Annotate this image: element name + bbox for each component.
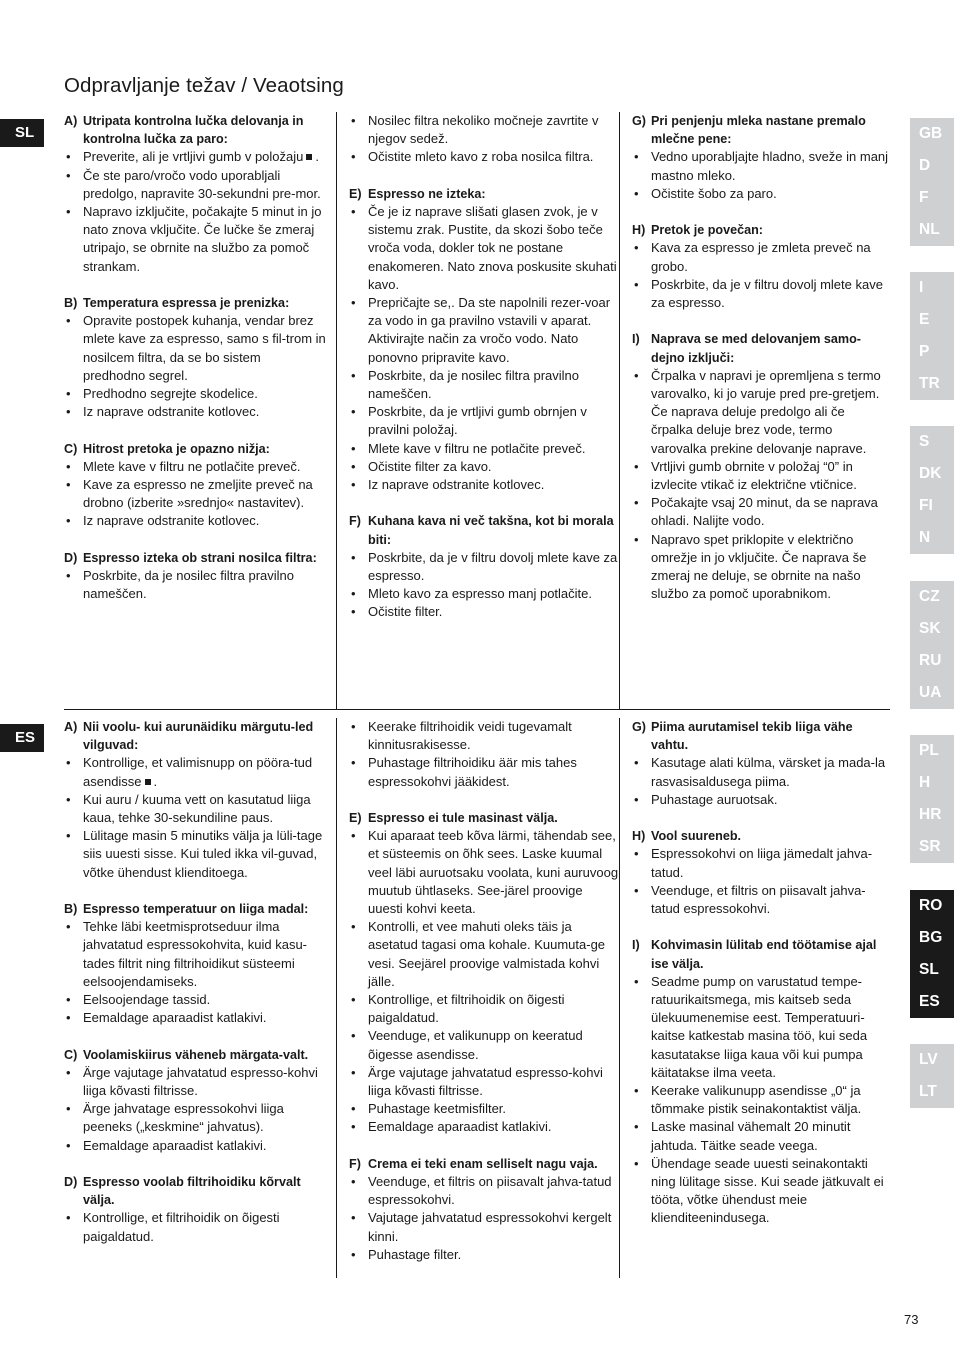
- solution-list: [64, 754, 326, 881]
- problem-key: F): [349, 514, 361, 529]
- problem-key: H): [632, 223, 646, 238]
- solution-text: Kui auru / kuuma vett on kasutatud liiga kaua, tehke 30-sekundiline paus.: [83, 791, 311, 826]
- solution-item: [64, 512, 326, 530]
- solution-text: Kasutage alati külma, värsket ja mada-la rasvasisaldusega piima.: [651, 755, 886, 789]
- solution-item: [64, 791, 326, 827]
- solution-item: [632, 185, 890, 203]
- troubleshooting-block: [349, 512, 619, 621]
- language-tab-h[interactable]: H: [919, 774, 931, 791]
- solution-text: Laske masinal vähemalt 20 minutit jahtuda. Täitke seade veega.: [651, 1119, 851, 1153]
- troubleshooting-block: [632, 221, 890, 312]
- solution-text: Poskrbite, da je nosilec filtra pravilno nameščen.: [368, 367, 579, 402]
- problem-key: D): [64, 550, 78, 565]
- problem-heading: [64, 1046, 326, 1064]
- language-tab-sk[interactable]: SK: [919, 620, 941, 637]
- language-tab-f[interactable]: F: [919, 189, 929, 206]
- solution-item: [349, 1246, 619, 1264]
- solution-text: Kontrolli, et vee mahuti oleks täis ja asetatud tagasi oma kohale. Kuumuta-ge vesi. Seejärel proovige valmistada kohvi jälle.: [368, 919, 606, 989]
- solution-item: [349, 148, 619, 166]
- problem-title: Nii voolu- kui aurunäidiku märgutu-led vilguvad:: [83, 720, 314, 753]
- solution-item: [349, 918, 619, 991]
- solution-text: Keerake filtrihoidik veidi tugevamalt kinnitusrakisesse.: [368, 719, 572, 753]
- solution-list: [349, 718, 619, 791]
- solution-text: Kave za espresso ne zmeljite preveč na drobno (izberite »srednjo« nastavitev).: [83, 477, 313, 511]
- column-3: [619, 112, 890, 709]
- solution-item: [349, 549, 619, 585]
- problem-key: A): [64, 720, 78, 734]
- solution-item: [349, 203, 619, 294]
- solution-item: [349, 1173, 619, 1209]
- language-tab-fi[interactable]: FI: [919, 497, 933, 514]
- language-tab-e[interactable]: E: [919, 311, 930, 328]
- troubleshooting-block: [632, 718, 890, 809]
- solution-text: Iz naprave odstranite kotlovec.: [368, 477, 545, 493]
- solution-list: [349, 827, 619, 1136]
- troubleshooting-block: [632, 330, 890, 603]
- solution-item: [349, 476, 619, 494]
- troubleshooting-block: [632, 936, 890, 1227]
- language-tab-sr[interactable]: SR: [919, 838, 941, 855]
- solution-text: Ärge jahvatage espressokohvi liiga peeneks („keskmine“ jahvatus).: [83, 1101, 284, 1135]
- solution-item: [632, 494, 890, 530]
- solution-text: Puhastage filtrihoidiku äär mis tahes espressokohvi jääkidest.: [368, 755, 577, 789]
- problem-key: B): [64, 296, 78, 311]
- solution-item: [64, 458, 326, 476]
- language-tab-pl[interactable]: PL: [919, 742, 939, 759]
- problem-title: Crema ei teki enam selliselt nagu vaja.: [368, 1156, 598, 1171]
- solution-item: [349, 603, 619, 621]
- problem-title: Pretok je povečan:: [651, 223, 763, 238]
- solution-text: Ärge vajutage jahvatatud espresso-kohvi liiga kõvasti filtrisse.: [83, 1064, 318, 1099]
- problem-key: E): [349, 186, 362, 201]
- troubleshooting-block: [632, 827, 890, 918]
- solution-text: Veenduge, et filtris on piisavalt jahva-tatud espressokohvi.: [368, 1174, 612, 1208]
- solution-item: [632, 367, 890, 458]
- problem-title: Naprava se med delovanjem samo-dejno izključi:: [651, 332, 861, 365]
- problem-title: Espresso ei tule masinast välja.: [368, 811, 558, 825]
- solution-text: Če ste paro/vročo vodo uporabljali predolgo, napravite 30-sekundni pre-mor.: [83, 167, 321, 201]
- problem-heading: [632, 330, 890, 366]
- solution-list: [632, 973, 890, 1228]
- solution-text: Poskrbite, da je v filtru dovolj mlete kave za espresso.: [651, 276, 883, 311]
- solution-item: [349, 1209, 619, 1245]
- troubleshooting-block: [349, 112, 619, 167]
- solution-list: [64, 458, 326, 531]
- solution-item: [349, 458, 619, 476]
- solution-item: [64, 167, 326, 203]
- solution-text: Kontrollige, et filtrihoidik on õigesti paigaldatud.: [368, 992, 565, 1026]
- solution-item: [632, 1082, 890, 1118]
- solution-text: Vrtljivi gumb obrnite v položaj “0” in izvlecite vtikač iz električne vtičnice.: [651, 458, 857, 493]
- language-tab-lv[interactable]: LV: [919, 1051, 938, 1068]
- language-sidebar-group-1: [910, 118, 954, 246]
- solution-text: Ühendage seade uuesti seinakontakti ning lülitage sisse. Kui seade jätkuvalt ei tööta, võtke ühendust meie klienditeenindusega.: [651, 1155, 884, 1226]
- solution-list: [64, 148, 326, 275]
- problem-title: Kohvimasin lülitab end töötamise ajal ise välja.: [651, 938, 877, 971]
- page-title: Odpravljanje težav / Veaotsing: [64, 74, 344, 97]
- solution-text: Napravo izključite, počakajte 5 minut in jo nato znova vključite. Če lučke še zmeraj utripajo, se obrnite na službo za pomoč strankam.: [83, 204, 322, 274]
- solution-item: [349, 1100, 619, 1118]
- language-sidebar-group-5: [910, 735, 954, 863]
- solution-item: [64, 312, 326, 385]
- solution-item: [64, 476, 326, 512]
- solution-item: [632, 882, 890, 918]
- solution-text: Prepričajte se,. Da ste napolnili rezer-voar za vodo in ga pravilno vstavili v aparat. Aktivirajte način za vročo vodo. Nato ponovno pripravite kavo.: [368, 295, 611, 365]
- solution-item: [64, 1064, 326, 1100]
- problem-title: Pri penjenju mleka nastane premalo mlečne pene:: [651, 114, 866, 147]
- solution-text: Preverite, ali je vrtljivi gumb v položaju: [83, 149, 304, 165]
- problem-heading: [64, 294, 326, 312]
- solution-text: Puhastage filter.: [368, 1246, 462, 1262]
- solution-list: [632, 754, 890, 809]
- solution-list: [632, 845, 890, 918]
- solution-text: Iz naprave odstranite kotlovec.: [83, 513, 260, 529]
- solution-item: [349, 585, 619, 603]
- solution-item: [349, 294, 619, 367]
- solution-text: Vajutage jahvatatud espressokohvi kergelt kinni.: [368, 1210, 612, 1244]
- solution-text: Kui aparaat teeb kõva lärmi, tähendab see, et süsteemis on õhk sees. Laske kuumal veel läbi auruotsaku voolata, kuni auruvoog muutub ühtlaseks. See-järel proovige uuesti kohvi keeta.: [368, 828, 619, 917]
- solution-text: Očistite mleto kavo z roba nosilca filtra.: [368, 149, 594, 165]
- solution-list: [64, 918, 326, 1027]
- problem-heading: [64, 549, 326, 567]
- solution-text: Očistite filter.: [368, 604, 443, 620]
- language-tab-ru[interactable]: RU: [919, 652, 942, 669]
- problem-heading: [632, 827, 890, 845]
- solution-text: Veenduge, et valikunupp on keeratud õigesse asendisse.: [368, 1028, 583, 1062]
- problem-key: G): [632, 720, 646, 734]
- problem-heading: [349, 185, 619, 203]
- solution-item: [349, 991, 619, 1027]
- language-tab-dk[interactable]: DK: [919, 465, 942, 482]
- problem-heading: [64, 900, 326, 918]
- troubleshooting-block: [349, 718, 619, 791]
- solution-text: Puhastage keetmisfilter.: [368, 1101, 507, 1117]
- solution-text: Vedno uporabljajte hladno, sveže in manj mastno mleko.: [651, 149, 889, 183]
- troubleshooting-block: [349, 809, 619, 1137]
- problem-heading: [632, 221, 890, 239]
- language-tab-s[interactable]: S: [919, 433, 930, 450]
- solution-item: [632, 1155, 890, 1228]
- solution-item: [349, 367, 619, 403]
- language-tab-tr[interactable]: TR: [919, 375, 940, 392]
- solution-text: Eemaldage aparaadist katlakivi.: [83, 1137, 267, 1153]
- solution-text: Predhodno segrejte skodelice.: [83, 386, 258, 402]
- problem-heading: [64, 112, 326, 148]
- solution-item: [64, 827, 326, 882]
- troubleshooting-block: [64, 1173, 326, 1246]
- column-3: [619, 718, 890, 1278]
- problem-key: D): [64, 1175, 78, 1190]
- problem-title: Piima aurutamisel tekib liiga vähe vahtu.: [651, 720, 853, 753]
- solution-item: [632, 754, 890, 790]
- problem-heading: [632, 718, 890, 754]
- solution-text: Nosilec filtra nekoliko močneje zavrtite v njegov sedež.: [368, 113, 599, 147]
- solution-item: [349, 1027, 619, 1063]
- solution-item: [349, 1118, 619, 1136]
- solution-text: Seadme pump on varustatud tempe-ratuurikaitsmega, mis kaitseb seda ülekuumenemise eest. Temperatuuri-kaitse katkestab masina töö, kui seda kasutatakse liiga kaua või kui pumpa käitatakse ilma veeta.: [651, 973, 868, 1080]
- solution-text: Če je iz naprave slišati glasen zvok, je v sistemu zrak. Pustite, da skozi šobo teče vroča voda, dokler tok ne postane enakomeren. Nato znova poskusite skuhati kavo.: [368, 204, 617, 292]
- troubleshooting-block: [632, 112, 890, 203]
- problem-heading: [632, 936, 890, 972]
- language-tab-d[interactable]: D: [919, 157, 931, 174]
- solution-item: • Kontrollige, et valimisnupp on pööra-tud asendisse .: [64, 754, 326, 790]
- language-tag-es: ES: [0, 724, 44, 752]
- solution-list: [632, 239, 890, 312]
- solution-item: [632, 148, 890, 184]
- solution-text: Lülitage masin 5 minutiks välja ja lüli-tage siis uuesti sisse. Kui tuled ikka vil-guvad, võtke ühendust klienditoega.: [83, 828, 323, 880]
- solution-text: Črpalka v napravi je opremljena s termo varovalko, ki jo varuje pred pre-gretjem. Če naprava deluje predolgo ali če črpalka deluje brez vode, termo varovalka prekine delovanje naprave.: [651, 367, 881, 456]
- solution-item: [64, 567, 326, 603]
- solution-item: [632, 1118, 890, 1154]
- solution-text: Očistite šobo za paro.: [651, 185, 777, 201]
- problem-title: Espresso temperatuur on liiga madal:: [83, 902, 309, 917]
- solution-list: [632, 367, 890, 604]
- solution-item: [64, 403, 326, 421]
- solution-item: [64, 385, 326, 403]
- troubleshooting-block: [64, 900, 326, 1027]
- problem-key: I): [632, 332, 640, 347]
- problem-title: Kuhana kava ni več takšna, kot bi morala biti:: [368, 514, 614, 547]
- solution-item: [64, 918, 326, 991]
- solution-text: Kava za espresso je zmleta preveč na grobo.: [651, 240, 871, 274]
- solution-list: [64, 1209, 326, 1245]
- solution-text: Eelsoojendage tassid.: [83, 992, 211, 1008]
- troubleshooting-block: [349, 1155, 619, 1264]
- solution-list: [64, 312, 326, 421]
- solution-item: [349, 754, 619, 790]
- language-tag-sl: SL: [0, 119, 44, 147]
- language-tab-p[interactable]: P: [919, 343, 930, 360]
- language-tab-cz[interactable]: CZ: [919, 588, 940, 605]
- problem-heading: [349, 512, 619, 548]
- solution-item: [64, 1137, 326, 1155]
- language-tab-hr[interactable]: HR: [919, 806, 942, 823]
- problem-heading: [64, 718, 326, 754]
- solution-item: [349, 403, 619, 439]
- solution-list: [349, 112, 619, 167]
- problem-key: C): [64, 441, 78, 456]
- troubleshooting-section-es: [64, 718, 890, 1278]
- language-sidebar-group-6: [910, 890, 954, 1018]
- solution-text: Tehke läbi keetmisprotseduur ilma jahvatatud espressokohvita, kuid kasu-tades filtrit ning filtrihoidikut süsteemi eelsoojendamiseks.: [83, 919, 308, 989]
- solution-text: Ärge vajutage jahvatatud espresso-kohvi liiga kõvasti filtrisse.: [368, 1064, 603, 1099]
- language-tab-lt[interactable]: LT: [919, 1083, 937, 1100]
- solution-text: Očistite filter za kavo.: [368, 458, 492, 474]
- language-sidebar-group-7: [910, 1044, 954, 1108]
- problem-title: Utripata kontrolna lučka delovanja in kontrolna lučka za paro:: [83, 114, 304, 147]
- solution-text: Veenduge, et filtris on piisavalt jahva-tatud espressokohvi.: [651, 882, 866, 917]
- solution-item: [349, 827, 619, 918]
- solution-text: Počakajte vsaj 20 minut, da se naprava ohladi. Nalijte vodo.: [651, 495, 878, 529]
- solution-item: [349, 112, 619, 148]
- problem-heading: [349, 1155, 619, 1173]
- problem-heading: [632, 112, 890, 148]
- solution-text: Eemaldage aparaadist katlakivi.: [83, 1010, 267, 1026]
- column-1: [64, 718, 326, 1278]
- dial-position-square-icon: [306, 154, 312, 160]
- problem-heading: [349, 809, 619, 827]
- troubleshooting-block: [64, 112, 326, 276]
- solution-item: [632, 239, 890, 275]
- problem-key: B): [64, 902, 78, 917]
- problem-key: E): [349, 811, 362, 825]
- troubleshooting-block: [64, 440, 326, 531]
- problem-title: Espresso voolab filtrihoidiku kõrvalt välja.: [83, 1175, 301, 1208]
- solution-item: [349, 718, 619, 754]
- language-tab-n[interactable]: N: [919, 529, 931, 546]
- solution-item: [64, 1209, 326, 1245]
- problem-key: I): [632, 938, 640, 953]
- solution-item: [632, 791, 890, 809]
- solution-item: [64, 1100, 326, 1136]
- problem-key: C): [64, 1047, 78, 1062]
- troubleshooting-block: [64, 718, 326, 882]
- solution-text: Eemaldage aparaadist katlakivi.: [368, 1119, 552, 1135]
- language-tab-sl[interactable]: SL: [919, 961, 939, 978]
- language-sidebar-group-3: [910, 426, 954, 554]
- problem-title: Vool suureneb.: [651, 829, 742, 844]
- problem-key: H): [632, 829, 646, 844]
- troubleshooting-block: [349, 185, 619, 494]
- solution-text: Poskrbite, da je vrtljivi gumb obrnjen v pravilni položaj.: [368, 404, 587, 438]
- problem-heading: [64, 1173, 326, 1209]
- language-sidebar-group-4: [910, 581, 954, 709]
- solution-text: Mlete kave v filtru ne potlačite preveč.: [368, 440, 586, 456]
- troubleshooting-section-sl: [64, 112, 890, 710]
- language-tab-ua[interactable]: UA: [919, 684, 942, 701]
- solution-text: Kontrollige, et filtrihoidik on õigesti paigaldatud.: [83, 1210, 280, 1244]
- solution-text: Espressokohvi on liiga jämedalt jahva-tatud.: [651, 846, 873, 880]
- language-sidebar-group-2: [910, 272, 954, 400]
- column-2: [336, 112, 619, 709]
- language-tab-i[interactable]: I: [919, 279, 924, 296]
- problem-title: Espresso izteka ob strani nosilca filtra:: [83, 550, 317, 565]
- solution-text: Poskrbite, da je nosilec filtra pravilno nameščen.: [83, 568, 294, 602]
- solution-list: [349, 203, 619, 494]
- solution-text: Iz naprave odstranite kotlovec.: [83, 404, 260, 420]
- problem-key: F): [349, 1156, 361, 1171]
- solution-list: [632, 148, 890, 203]
- problem-key: G): [632, 114, 646, 128]
- problem-heading: [64, 440, 326, 458]
- language-tab-ro[interactable]: RO: [919, 897, 943, 914]
- problem-title: Temperatura espressa je prenizka:: [83, 296, 290, 311]
- solution-item: [349, 1064, 619, 1100]
- solution-text: Opravite postopek kuhanja, vendar brez mlete kave za espresso, samo s fil-trom in nosilcem filtra, da se bo sistem predhodno segrel.: [83, 313, 326, 383]
- solution-item: [632, 458, 890, 494]
- language-tab-es[interactable]: ES: [919, 993, 940, 1010]
- solution-item: [349, 440, 619, 458]
- solution-text: Mleto kavo za espresso manj potlačite.: [368, 586, 592, 602]
- solution-text: Kontrollige, et valimisnupp on pööra-tud asendisse: [83, 755, 313, 789]
- page-number: 73: [904, 1312, 919, 1327]
- solution-list: [349, 1173, 619, 1264]
- solution-item: • Preverite, ali je vrtljivi gumb v položaju .: [64, 148, 326, 166]
- troubleshooting-block: [64, 549, 326, 604]
- troubleshooting-block: [64, 294, 326, 421]
- solution-text: Keerake valikunupp asendisse „0“ ja tõmmake pistik seinakontaktist välja.: [651, 1083, 862, 1117]
- solution-item: [632, 845, 890, 881]
- column-2: [336, 718, 619, 1278]
- troubleshooting-block: [64, 1046, 326, 1155]
- solution-item: [632, 531, 890, 604]
- problem-key: A): [64, 114, 78, 128]
- solution-item: [632, 973, 890, 1082]
- problem-title: Voolamiskiirus väheneb märgata-valt.: [83, 1047, 309, 1062]
- solution-list: [349, 549, 619, 622]
- solution-list: [64, 567, 326, 603]
- solution-item: [64, 1009, 326, 1027]
- language-tab-bg[interactable]: BG: [919, 929, 943, 946]
- problem-title: Hitrost pretoka je opazno nižja:: [83, 441, 270, 456]
- solution-list: [64, 1064, 326, 1155]
- solution-item: [64, 991, 326, 1009]
- language-tab-gb[interactable]: GB: [919, 125, 943, 142]
- solution-text: Mlete kave v filtru ne potlačite preveč.: [83, 458, 301, 474]
- solution-text: Puhastage auruotsak.: [651, 791, 778, 807]
- solution-item: [632, 276, 890, 312]
- solution-item: [64, 203, 326, 276]
- dial-position-square-icon: [145, 779, 151, 785]
- solution-text: Napravo spet priklopite v električno omrežje in jo vključite. Če naprava še zmeraj ne deluje, se obrnite na našo službo za pomoč uporabnikom.: [651, 531, 867, 602]
- problem-title: Espresso ne izteka:: [368, 186, 486, 201]
- language-tab-nl[interactable]: NL: [919, 221, 940, 238]
- solution-text: Poskrbite, da je v filtru dovolj mlete kave za espresso.: [368, 549, 618, 584]
- column-1: [64, 112, 326, 709]
